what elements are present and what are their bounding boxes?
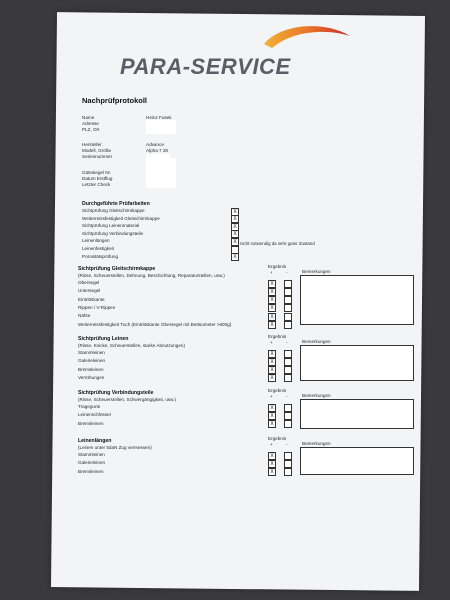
result-plus-checkbox[interactable]: X <box>268 280 276 288</box>
result-plus-checkbox[interactable]: X <box>268 452 276 460</box>
performed-checkbox[interactable]: X <box>231 230 239 238</box>
first-flight-label: Datum Erstflug <box>82 176 113 181</box>
result-plus-checkbox[interactable]: X <box>268 374 276 382</box>
performed-heading: Durchgeführte Prüfarbeiten <box>82 201 150 207</box>
section-subtitle: (Leinen unter 5daN Zug vermessen) <box>78 445 152 450</box>
result-minus-header: - <box>286 270 288 275</box>
result-plus-header: + <box>270 442 273 447</box>
section-heading: Sichtprüfung Leinen <box>78 336 129 342</box>
check-item-label: Obersegel <box>78 280 100 285</box>
section-heading: Sichtprüfung Gleitschirmkappe <box>78 266 156 272</box>
serial-label: Seriennummer <box>82 154 113 159</box>
section-subtitle: (Risse, Scheuerstellen, Dehnung, Beschichtung, Reparaturstellen, usw.) <box>78 273 225 278</box>
address-label: Adresse <box>82 121 99 126</box>
check-item-label: Nähte <box>78 313 91 319</box>
result-label: Ergebnis <box>268 264 287 269</box>
check-item-label: Weiterreissfestigkeit Tuch (Eintrittskante Obersegel mit Bettsometer >600g) <box>78 321 232 327</box>
model-value: Alpha 7 28 <box>146 148 168 153</box>
result-minus-checkbox[interactable] <box>284 321 292 329</box>
result-plus-checkbox[interactable]: X <box>268 288 276 296</box>
result-minus-checkbox[interactable] <box>284 420 292 428</box>
section-heading: Sichtprüfung Verbindungsteile <box>78 390 154 396</box>
manufacturer-label: Hersteller <box>82 142 102 147</box>
name-label: Name <box>82 115 95 120</box>
result-minus-checkbox[interactable] <box>284 288 292 296</box>
check-item-label: Untersegel <box>78 288 101 294</box>
result-minus-checkbox[interactable] <box>284 452 292 460</box>
remarks-field[interactable] <box>300 399 414 429</box>
result-minus-checkbox[interactable] <box>284 374 292 382</box>
section-heading: Leinenlängen <box>78 438 112 444</box>
result-plus-checkbox[interactable]: X <box>268 304 276 312</box>
check-item-label: Leinenschlösser <box>78 412 112 418</box>
check-item-label: Galerieleinen <box>78 460 106 466</box>
result-label: Ergebnis <box>268 334 287 339</box>
check-item-label: Bremsleinen <box>78 468 104 474</box>
result-minus-checkbox[interactable] <box>284 350 292 358</box>
performed-checkbox[interactable]: X <box>231 215 239 223</box>
check-item-label: Stammleinen <box>78 452 105 457</box>
performed-checkbox[interactable]: X <box>231 238 239 246</box>
seal-label: Gütesiegel Nr. <box>82 170 112 175</box>
result-minus-checkbox[interactable] <box>284 404 292 412</box>
page-title: Nachprüfprotokoll <box>82 96 147 105</box>
result-minus-checkbox[interactable] <box>284 366 292 374</box>
result-plus-checkbox[interactable]: X <box>268 313 276 321</box>
check-item-label: Stammleinen <box>78 350 105 355</box>
performed-checkbox[interactable]: X <box>231 253 239 261</box>
remarks-label: Bemerkungen <box>302 269 331 274</box>
result-minus-checkbox[interactable] <box>284 468 292 476</box>
remarks-label: Bemerkungen <box>302 339 331 344</box>
performed-checkbox[interactable]: X <box>231 208 239 216</box>
check-item-label: Galerieleinen <box>78 358 106 364</box>
result-label: Ergebnis <box>268 388 287 393</box>
result-plus-header: + <box>270 394 273 399</box>
redacted-check-values <box>146 158 176 188</box>
result-plus-header: + <box>270 270 273 275</box>
result-plus-checkbox[interactable]: X <box>268 350 276 358</box>
result-plus-checkbox[interactable]: X <box>268 404 276 412</box>
result-minus-checkbox[interactable] <box>284 296 292 304</box>
performed-item-label: Weiterreissfestigkeit Gleitschirmkappe <box>82 215 160 221</box>
check-item-label: Bremsleinen <box>78 420 104 426</box>
section-subtitle: (Risse, Knicke, Scheuerstellen, starke Abnutzungen) <box>78 343 185 348</box>
remarks-label: Bemerkungen <box>302 393 331 398</box>
performed-item-label: Leinenfestigkeit <box>82 246 114 251</box>
check-item-label: Rippen / V-Rippen <box>78 304 116 310</box>
result-plus-header: + <box>270 340 273 345</box>
performed-item-label: Leinenlängen <box>82 238 110 244</box>
redacted-address <box>146 120 176 134</box>
last-check-label: Letzter Check <box>82 182 111 187</box>
check-item-label: Bremsleinen <box>78 366 104 372</box>
result-minus-checkbox[interactable] <box>284 460 292 468</box>
check-item-label: Verrühungen <box>78 374 105 380</box>
result-plus-checkbox[interactable]: X <box>268 358 276 366</box>
manufacturer-value: Advance <box>146 142 164 147</box>
result-label: Ergebnis <box>268 436 287 441</box>
check-item-label: Eintrittskante <box>78 296 105 302</box>
result-minus-checkbox[interactable] <box>284 358 292 366</box>
result-plus-checkbox[interactable]: X <box>268 420 276 428</box>
result-plus-checkbox[interactable]: X <box>268 412 276 420</box>
name-value: Heinz Fusek <box>146 115 172 120</box>
performed-item-label: Porositätsprüfung <box>82 253 119 259</box>
paraglider-wing-logo-icon <box>262 22 352 52</box>
performed-item-label: Sichtprüfung Verbindungsteile <box>82 230 144 236</box>
result-minus-checkbox[interactable] <box>284 280 292 288</box>
result-plus-checkbox[interactable]: X <box>268 460 276 468</box>
result-minus-header: - <box>286 394 288 399</box>
performed-item-label: Sichtprüfung Leinenmaterial <box>82 223 140 229</box>
model-label: Modell, Größe <box>82 148 112 153</box>
result-minus-checkbox[interactable] <box>284 313 292 321</box>
performed-note: nicht notwendig da sehr guter Zustand <box>240 241 315 246</box>
performed-item-label: Sichtprüfung Gleitschirmkappe <box>82 208 145 213</box>
result-plus-checkbox[interactable]: X <box>268 366 276 374</box>
result-minus-checkbox[interactable] <box>284 304 292 312</box>
section-subtitle: (Risse, Scheuerstellen, Schwergängigkeit, usw.) <box>78 397 177 402</box>
brand-logo-text: PARA-SERVICE <box>120 54 291 79</box>
remarks-field[interactable] <box>300 447 414 475</box>
city-label: PLZ, Ort <box>82 127 100 132</box>
result-minus-header: - <box>286 442 288 447</box>
result-minus-checkbox[interactable] <box>284 412 292 420</box>
remarks-field[interactable] <box>300 345 414 381</box>
result-plus-checkbox[interactable]: X <box>268 296 276 304</box>
remarks-label: Bemerkungen <box>302 441 331 446</box>
result-minus-header: - <box>286 340 288 345</box>
performed-checkbox[interactable]: X <box>231 223 239 231</box>
result-plus-checkbox[interactable]: X <box>268 468 276 476</box>
remarks-field[interactable] <box>300 275 414 325</box>
check-item-label: Tragegurte <box>78 404 101 409</box>
result-plus-checkbox[interactable]: X <box>268 321 276 329</box>
